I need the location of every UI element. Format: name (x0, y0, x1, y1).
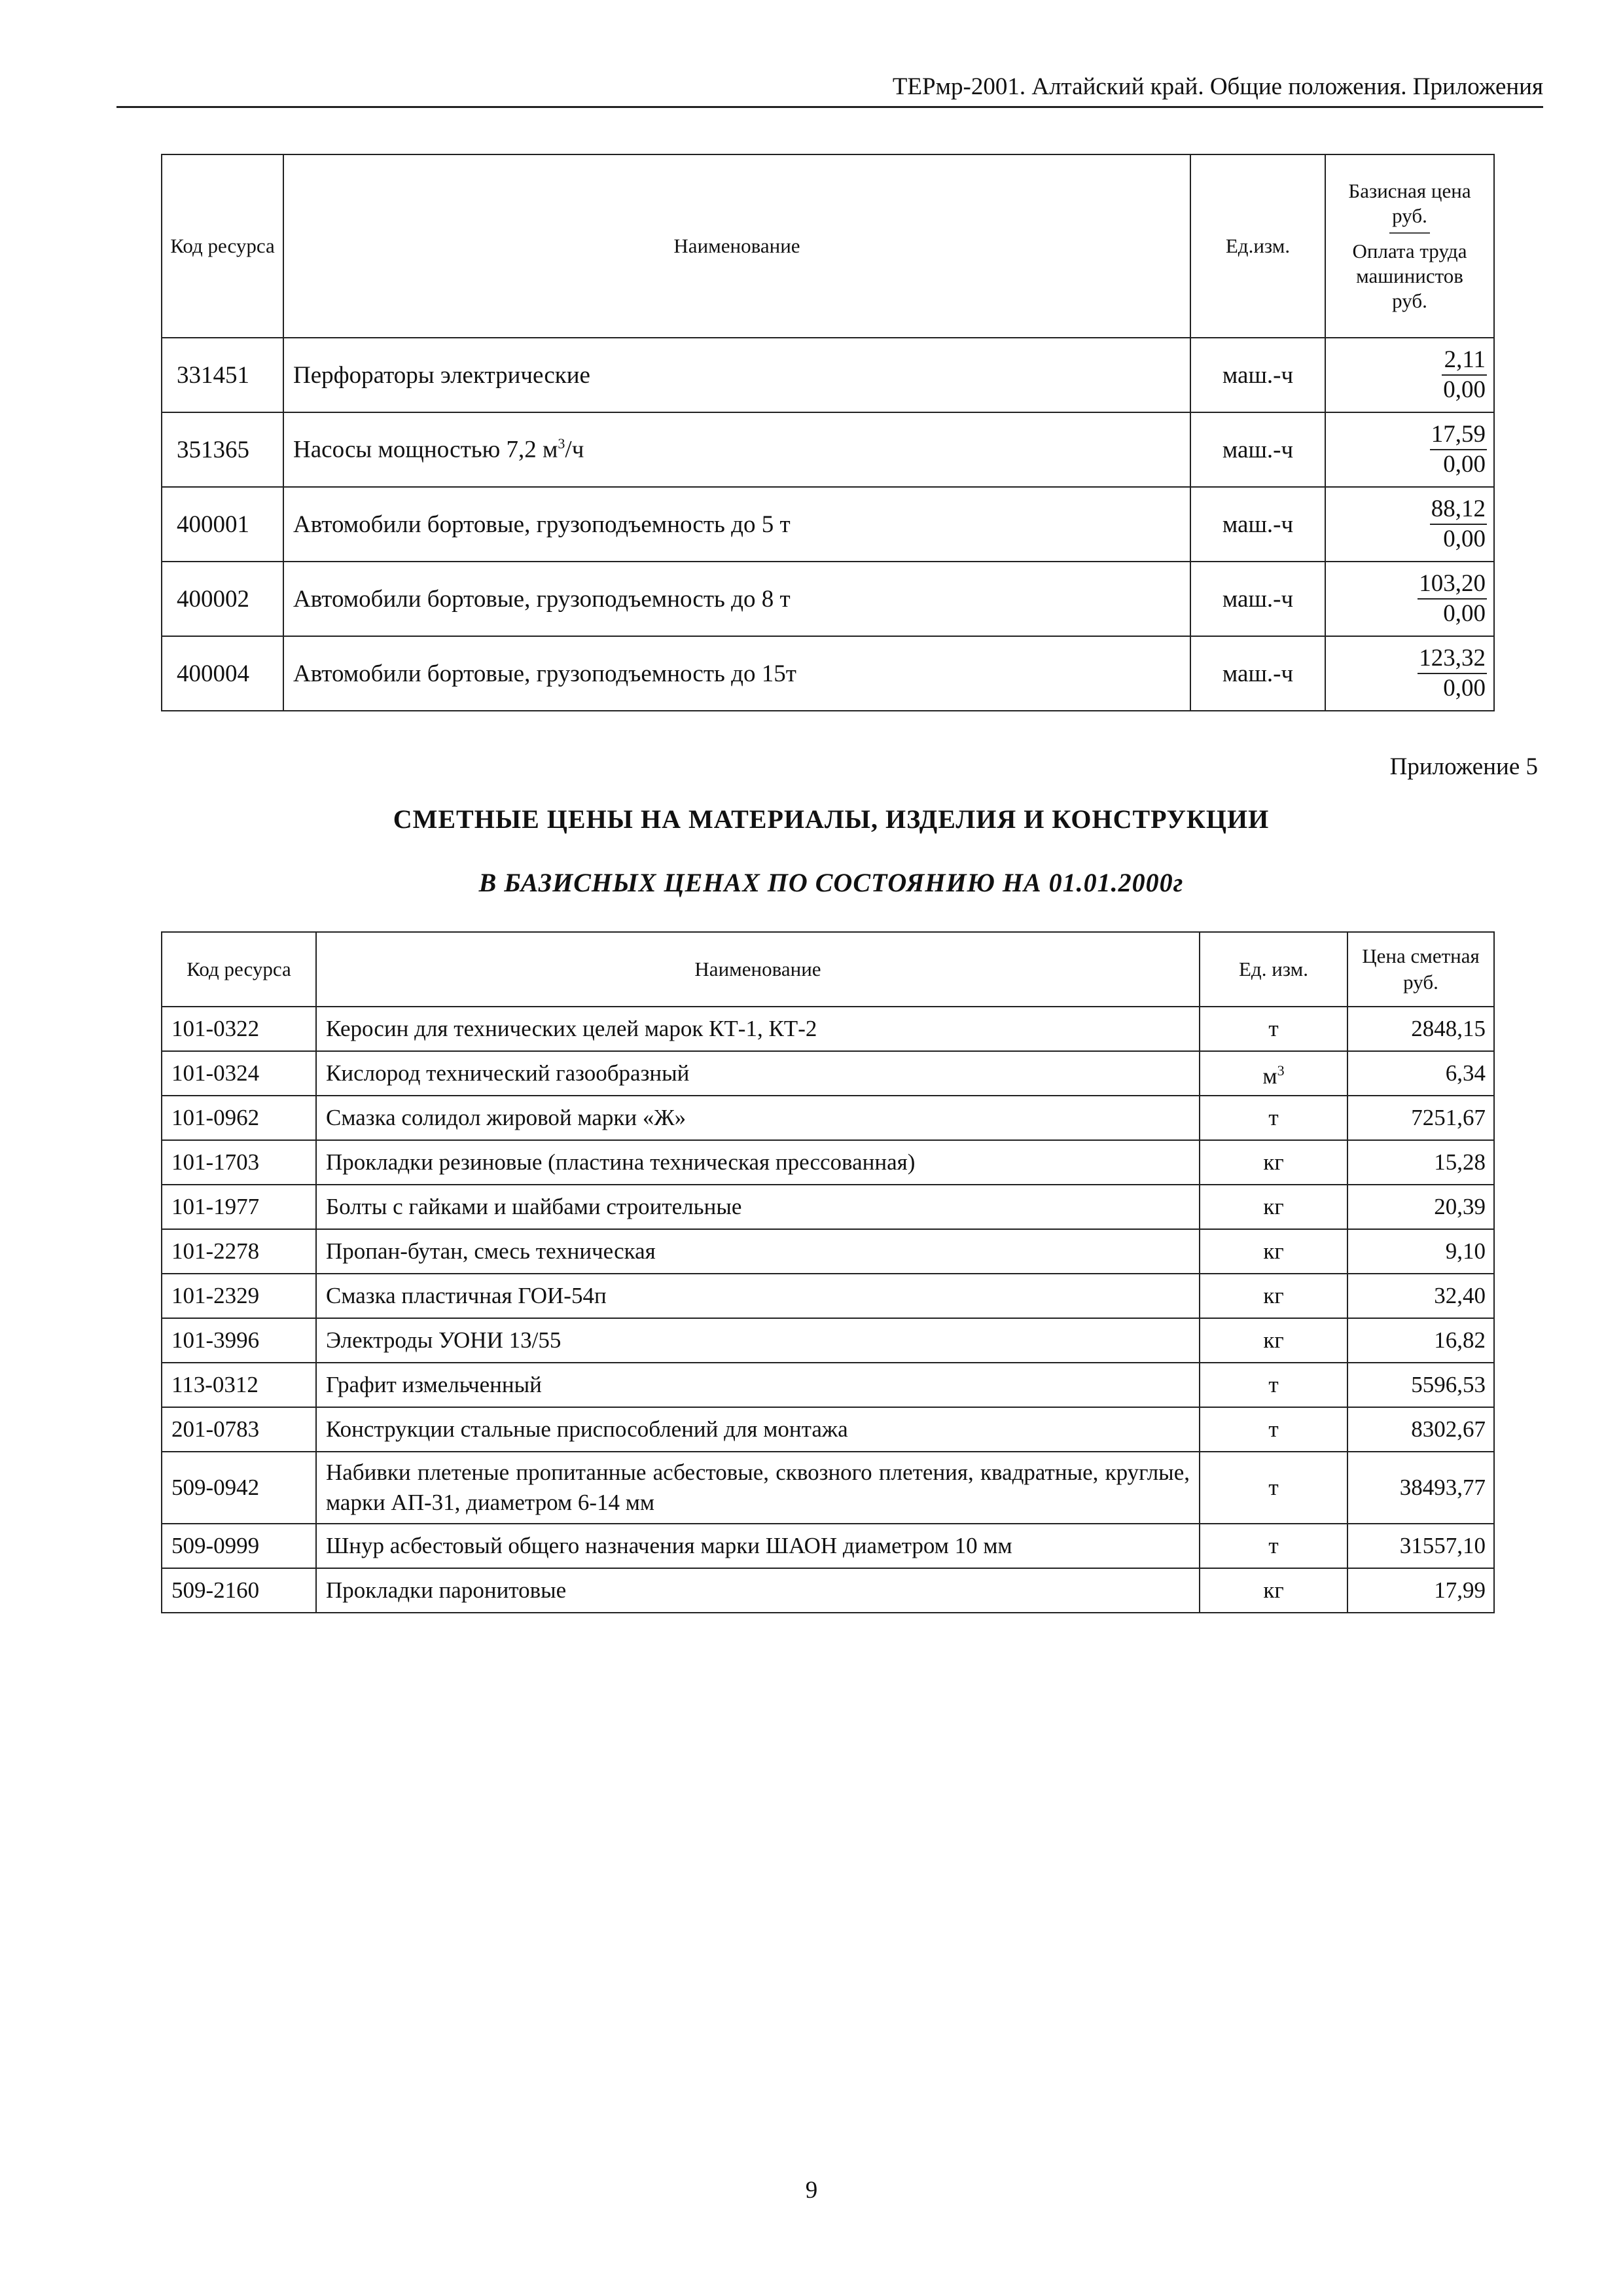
header-fraction-rule (1389, 232, 1430, 234)
header-price-bottom-3: руб. (1392, 289, 1427, 312)
row-code: 113-0312 (162, 1363, 316, 1407)
row-price: 2848,15 (1347, 1007, 1494, 1051)
table-row (162, 338, 1494, 412)
header-unit: Ед.изм. (1190, 154, 1325, 338)
machine-prices-table (161, 154, 1495, 711)
row-code: 101-3996 (162, 1318, 316, 1363)
row-name: Шнур асбестовый общего назначения марки ШАОН диаметром 10 мм (316, 1524, 1200, 1568)
row-unit: т (1200, 1363, 1347, 1407)
section-subtitle: В БАЗИСНЫХ ЦЕНАХ ПО СОСТОЯНИЮ НА 01.01.2000г (478, 868, 1184, 897)
row-name: Автомобили бортовые, грузоподъемность до 8 т (283, 562, 1190, 636)
row-price: 7251,67 (1347, 1096, 1494, 1140)
row-code: 400002 (162, 562, 283, 636)
header-name: Наименование (283, 154, 1190, 338)
table-row (162, 1568, 1494, 1613)
table-row (162, 562, 1494, 636)
table-row (162, 636, 1494, 711)
header-code: Код ресурса (162, 932, 316, 1007)
table-row (162, 1096, 1494, 1140)
operator-labor-cost: 0,00 (1443, 376, 1486, 403)
base-price: 2,11 (1442, 346, 1487, 376)
row-unit: кг (1200, 1568, 1347, 1613)
table-row (162, 1318, 1494, 1363)
row-unit: маш.-ч (1190, 562, 1325, 636)
row-unit: т (1200, 1096, 1347, 1140)
row-price: 32,40 (1347, 1274, 1494, 1318)
header-price-bottom-1: Оплата труда (1352, 240, 1467, 262)
header-price-bottom-2: машинистов (1356, 264, 1463, 287)
table-row (162, 1452, 1494, 1524)
running-header: ТЕРмр-2001. Алтайский край. Общие положения. Приложения (116, 71, 1543, 108)
table-row (162, 1274, 1494, 1318)
row-unit: кг (1200, 1274, 1347, 1318)
row-code: 101-0962 (162, 1096, 316, 1140)
table-header-row (162, 932, 1494, 1007)
row-price (1325, 412, 1494, 487)
row-name: Автомобили бортовые, грузоподъемность до 15т (283, 636, 1190, 711)
row-price (1325, 562, 1494, 636)
row-unit: $м^3$ (1200, 1051, 1347, 1096)
row-price (1325, 487, 1494, 562)
row-code: 331451 (162, 338, 283, 412)
row-name: Керосин для технических целей марок КТ-1, КТ-2 (316, 1007, 1200, 1051)
table-row (162, 1407, 1494, 1452)
row-code: 101-0322 (162, 1007, 316, 1051)
row-unit: маш.-ч (1190, 412, 1325, 487)
row-price: 17,99 (1347, 1568, 1494, 1613)
table-row (162, 1140, 1494, 1185)
row-name: Насосы мощностью 7,2 $м^3/ч$ (283, 412, 1190, 487)
table-row (162, 412, 1494, 487)
header-price-top-2: руб. (1392, 204, 1427, 227)
row-code: 400004 (162, 636, 283, 711)
row-price: 20,39 (1347, 1185, 1494, 1229)
row-code: 101-1977 (162, 1185, 316, 1229)
operator-labor-cost: 0,00 (1443, 451, 1486, 478)
header-name: Наименование (316, 932, 1200, 1007)
table-header-row (162, 154, 1494, 338)
row-unit: кг (1200, 1140, 1347, 1185)
row-unit: т (1200, 1452, 1347, 1524)
header-price (1325, 154, 1494, 338)
row-name: Прокладки резиновые (пластина техническая прессованная) (316, 1140, 1200, 1185)
row-unit: маш.-ч (1190, 338, 1325, 412)
row-name: Пропан-бутан, смесь техническая (316, 1229, 1200, 1274)
operator-labor-cost: 0,00 (1443, 675, 1486, 702)
row-price: 38493,77 (1347, 1452, 1494, 1524)
row-unit: маш.-ч (1190, 636, 1325, 711)
section-title: СМЕТНЫЕ ЦЕНЫ НА МАТЕРИАЛЫ, ИЗДЕЛИЯ И КОНСТРУКЦИИ (393, 804, 1270, 834)
row-name: Смазка солидол жировой марки «Ж» (316, 1096, 1200, 1140)
base-price: 88,12 (1430, 495, 1487, 525)
table-row (162, 487, 1494, 562)
table-row (162, 1007, 1494, 1051)
row-code: 101-1703 (162, 1140, 316, 1185)
row-name: Конструкции стальные приспособлений для монтажа (316, 1407, 1200, 1452)
row-name: Перфораторы электрические (283, 338, 1190, 412)
header-unit: Ед. изм. (1200, 932, 1347, 1007)
row-code: 509-2160 (162, 1568, 316, 1613)
base-price: 123,32 (1418, 644, 1487, 674)
row-unit: т (1200, 1524, 1347, 1568)
operator-labor-cost: 0,00 (1443, 600, 1486, 627)
row-name: Болты с гайками и шайбами строительные (316, 1185, 1200, 1229)
row-unit: маш.-ч (1190, 487, 1325, 562)
header-code: Код ресурса (162, 154, 283, 338)
row-name: Кислород технический газообразный (316, 1051, 1200, 1096)
row-code: 400001 (162, 487, 283, 562)
table-row (162, 1051, 1494, 1096)
row-code: 101-2278 (162, 1229, 316, 1274)
base-price: 17,59 (1430, 420, 1487, 450)
table-row (162, 1229, 1494, 1274)
row-unit: т (1200, 1407, 1347, 1452)
row-name: Смазка пластичная ГОИ-54п (316, 1274, 1200, 1318)
row-name: Автомобили бортовые, грузоподъемность до 5 т (283, 487, 1190, 562)
page-number: 9 (805, 2177, 818, 2204)
row-name: Набивки плетеные пропитанные асбестовые, сквозного плетения, квадратные, круглые, марки АП-31, диаметром 6-14 мм (316, 1452, 1200, 1524)
row-name: Электроды УОНИ 13/55 (316, 1318, 1200, 1363)
row-price: 8302,67 (1347, 1407, 1494, 1452)
row-price (1325, 636, 1494, 711)
row-unit: т (1200, 1007, 1347, 1051)
operator-labor-cost: 0,00 (1443, 526, 1486, 552)
row-unit: кг (1200, 1318, 1347, 1363)
row-price: 16,82 (1347, 1318, 1494, 1363)
row-name: Графит измельченный (316, 1363, 1200, 1407)
material-prices-table (161, 931, 1495, 1613)
header-price-top-1: Базисная цена (1348, 179, 1471, 202)
row-code: 101-0324 (162, 1051, 316, 1096)
row-price: 6,34 (1347, 1051, 1494, 1096)
row-price: 31557,10 (1347, 1524, 1494, 1568)
row-code: 351365 (162, 412, 283, 487)
row-name: Прокладки паронитовые (316, 1568, 1200, 1613)
row-unit: кг (1200, 1229, 1347, 1274)
base-price: 103,20 (1418, 569, 1487, 600)
header-price: Цена сметная руб. (1347, 932, 1494, 1007)
row-code: 201-0783 (162, 1407, 316, 1452)
table-row (162, 1363, 1494, 1407)
table-row (162, 1185, 1494, 1229)
row-price: 5596,53 (1347, 1363, 1494, 1407)
row-code: 509-0942 (162, 1452, 316, 1524)
appendix-label: Приложение 5 (1389, 753, 1538, 780)
row-unit: кг (1200, 1185, 1347, 1229)
row-price: 15,28 (1347, 1140, 1494, 1185)
row-price (1325, 338, 1494, 412)
row-code: 101-2329 (162, 1274, 316, 1318)
table-row (162, 1524, 1494, 1568)
row-code: 509-0999 (162, 1524, 316, 1568)
row-price: 9,10 (1347, 1229, 1494, 1274)
